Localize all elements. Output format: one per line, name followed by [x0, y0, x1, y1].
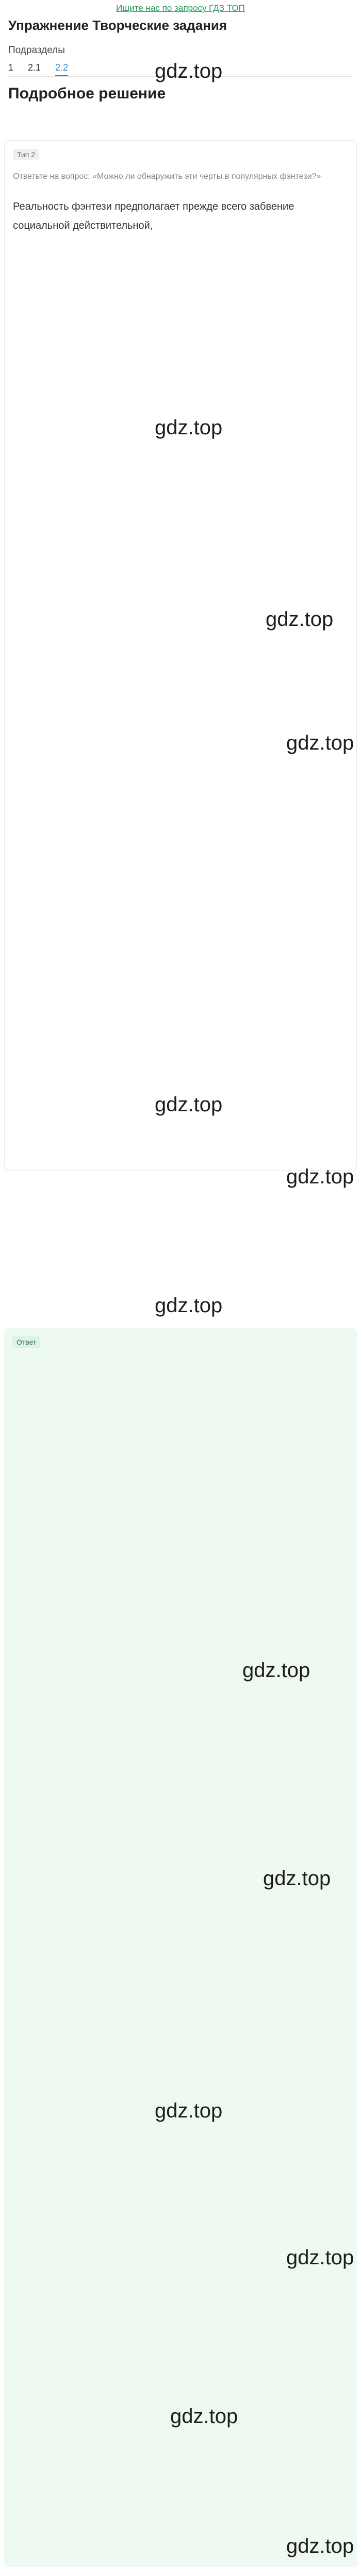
subsection-tab-2-2[interactable]: 2.2 — [55, 62, 68, 76]
paragraph: Реальность фэнтези предполагает прежде всего забвение социальной действительной, — [13, 201, 294, 231]
watermark: gdz.top — [155, 416, 223, 439]
solution-text — [13, 197, 348, 247]
watermark: gdz.top — [155, 1093, 223, 1116]
top-search-hint[interactable]: Ищите нас по запросу ГДЗ ТОП — [116, 3, 245, 13]
subsection-tab-1[interactable]: 1 — [8, 62, 14, 73]
watermark: gdz.top — [242, 1659, 310, 1682]
answer-tag: Ответ — [12, 1336, 40, 1348]
watermark: gdz.top — [286, 732, 354, 754]
watermark: gdz.top — [286, 2535, 354, 2557]
watermark: gdz.top — [263, 1867, 331, 1890]
answer-card — [4, 1328, 357, 2567]
question-text: Ответьте на вопрос: «Можно ли обнаружить эти черты в популярных фэнтези?» — [13, 172, 321, 181]
subsection-tab-2-1[interactable]: 2.1 — [28, 62, 41, 73]
detailed-solution-card — [4, 140, 357, 1171]
watermark: gdz.top — [170, 2405, 238, 2428]
watermark: gdz.top — [286, 2246, 354, 2269]
question-tag: Тип 2 — [13, 149, 39, 160]
watermark: gdz.top — [155, 2099, 223, 2122]
watermark: gdz.top — [266, 608, 334, 631]
watermark: gdz.top — [286, 1165, 354, 1188]
page-title: Упражнение Творческие задания — [8, 18, 227, 33]
section-title: Подробное решение — [8, 85, 166, 102]
watermark: gdz.top — [155, 1294, 223, 1317]
watermark: gdz.top — [155, 60, 223, 82]
subsections-label: Подразделы — [8, 45, 65, 56]
